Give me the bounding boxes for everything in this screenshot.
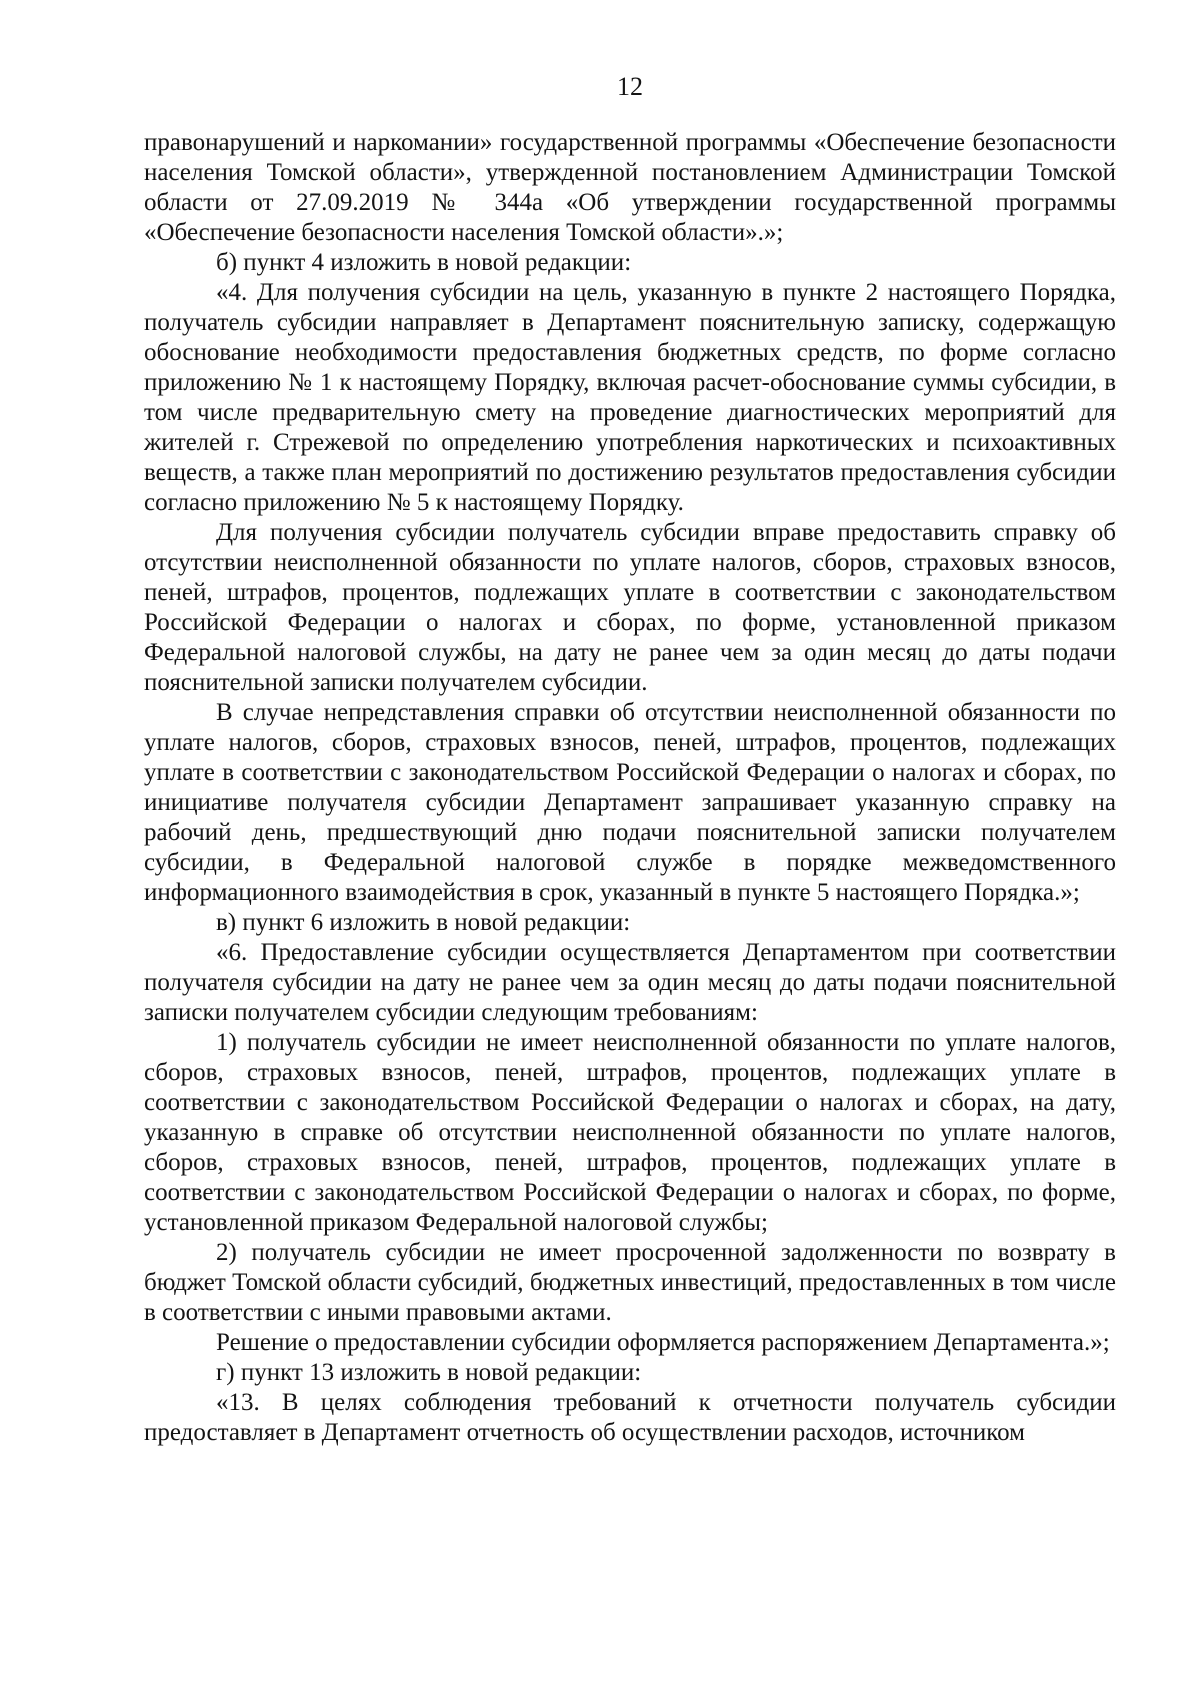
paragraph-requirement-2: 2) получатель субсидии не имеет просроченной задолженности по возврату в бюджет Томской области субсидий, бюджетных инвестиций, предоставленных в том числе в соответствии с иными правовыми актами. xyxy=(144,1239,1116,1326)
paragraph-point-6: «6. Предоставление субсидии осуществляется Департаментом при соответствии получателя субсидии на дату не ранее чем за один месяц до даты подачи пояснительной записки получателем субсидии следующим требованиям: xyxy=(144,939,1116,1026)
paragraph-non-submission: В случае непредставления справки об отсутствии неисполненной обязанности по уплате налогов, сборов, страховых взносов, пеней, штрафов, процентов, подлежащих уплате в соответствии с законодательством Российской Федерации о налогах и сборах, по инициативе получателя субсидии Департамент запрашивает указанную справку на рабочий день, предшествующий дню подачи пояснительной записки получателем субсидии, в Федеральной налоговой службе в порядке межведомственного информационного взаимодействия в срок, указанный в пункте 5 настоящего Порядка.»; xyxy=(144,699,1116,906)
paragraph-point-13: «13. В целях соблюдения требований к отчетности получатель субсидии предоставляет в Департамент отчетность об осуществлении расходов, источником xyxy=(144,1389,1116,1446)
paragraph-item-v: в) пункт 6 изложить в новой редакции: xyxy=(216,909,631,936)
paragraph-certificate: Для получения субсидии получатель субсидии вправе предоставить справку об отсутствии неисполненной обязанности по уплате налогов, сборов, страховых взносов, пеней, штрафов, процентов, подлежащих уплате в соответствии с законодательством Российской Федерации о налогах и сборах, по форме, установленной приказом Федеральной налоговой службы, на дату не ранее чем за один месяц до даты подачи пояснительной записки получателем субсидии. xyxy=(144,519,1116,696)
paragraph-item-g: г) пункт 13 изложить в новой редакции: xyxy=(216,1359,642,1386)
page-number: 12 xyxy=(617,72,643,101)
document-body xyxy=(144,128,1116,1448)
paragraph-requirement-1: 1) получатель субсидии не имеет неисполненной обязанности по уплате налогов, сборов, страховых взносов, пеней, штрафов, процентов, подлежащих уплате в соответствии с законодательством Российской Федерации о налогах и сборах, на дату, указанную в справке об отсутствии неисполненной обязанности по уплате налогов, сборов, страховых взносов, пеней, штрафов, процентов, подлежащих уплате в соответствии с законодательством Российской Федерации о налогах и сборах, по форме, установленной приказом Федеральной налоговой службы; xyxy=(144,1029,1116,1236)
paragraph-decision: Решение о предоставлении субсидии оформляется распоряжением Департамента.»; xyxy=(216,1329,1110,1356)
paragraph-item-b: б) пункт 4 изложить в новой редакции: xyxy=(216,249,632,276)
paragraph-continuation: правонарушений и наркомании» государственной программы «Обеспечение безопасности населения Томской области», утвержденной постановлением Администрации Томской области от 27.09.2019 № 344а «Об утверждении государственной программы «Обеспечение безопасности населения Томской области».»; xyxy=(144,129,1116,246)
paragraph-point-4: «4. Для получения субсидии на цель, указанную в пункте 2 настоящего Порядка, получатель субсидии направляет в Департамент пояснительную записку, содержащую обоснование необходимости предоставления бюджетных средств, по форме согласно приложению № 1 к настоящему Порядку, включая расчет-обоснование суммы субсидии, в том числе предварительную смету на проведение диагностических мероприятий для жителей г. Стрежевой по определению употребления наркотических и психоактивных веществ, а также план мероприятий по достижению результатов предоставления субсидии согласно приложению № 5 к настоящему Порядку. xyxy=(144,279,1116,516)
